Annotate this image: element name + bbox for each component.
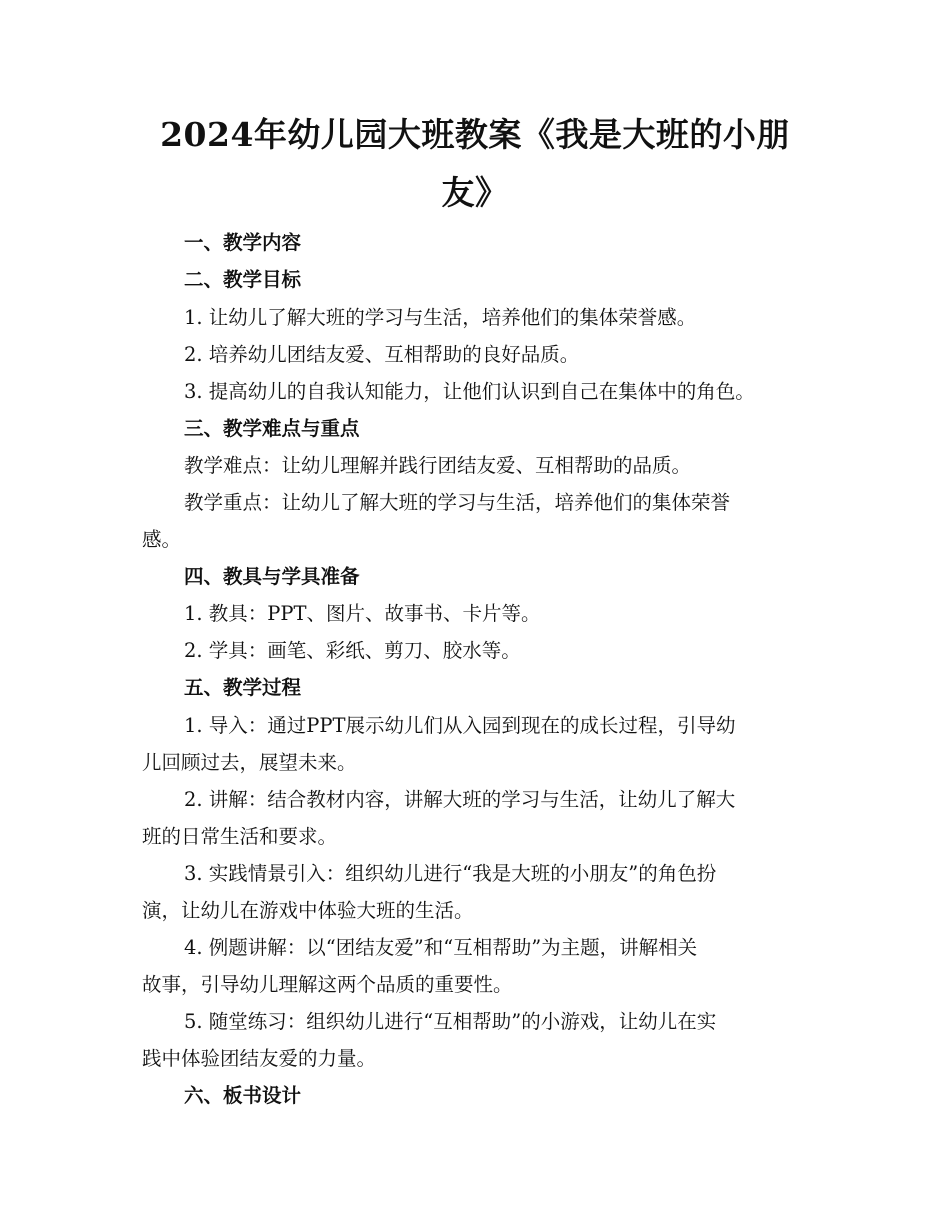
key-point-line-1: 教学重点：让幼儿了解大班的学习与生活，培养他们的集体荣誉 (184, 491, 731, 514)
process-step-5-line-1: 5. 随堂练习：组织幼儿进行“互相帮助”的小游戏，让幼儿在实 (184, 1010, 717, 1033)
title-line-2: 友》 (441, 173, 509, 212)
section-heading-difficulty: 三、教学难点与重点 (184, 417, 360, 440)
process-step-2-line-1: 2. 讲解：结合教材内容，讲解大班的学习与生活，让幼儿了解大 (184, 788, 736, 811)
process-step-4-line-1: 4. 例题讲解：以“团结友爱”和“互相帮助”为主题，讲解相关 (184, 936, 698, 959)
tool-item-2: 2. 学具：画笔、彩纸、剪刀、胶水等。 (184, 639, 521, 662)
key-point-line-2: 感。 (142, 528, 182, 551)
document-title (140, 106, 810, 222)
section-heading-process: 五、教学过程 (184, 676, 302, 699)
process-step-2-line-2: 班的日常生活和要求。 (142, 825, 338, 848)
process-step-1-line-2: 儿回顾过去，展望未来。 (142, 751, 357, 774)
process-step-5-line-2: 践中体验团结友爱的力量。 (142, 1047, 377, 1070)
process-step-3-line-1: 3. 实践情景引入：组织幼儿进行“我是大班的小朋友”的角色扮 (184, 862, 717, 885)
difficulty-text: 教学难点：让幼儿理解并践行团结友爱、互相帮助的品质。 (184, 454, 692, 477)
process-step-3-line-2: 演，让幼儿在游戏中体验大班的生活。 (142, 899, 474, 922)
section-heading-goals: 二、教学目标 (184, 268, 302, 291)
goal-item-1: 1. 让幼儿了解大班的学习与生活，培养他们的集体荣誉感。 (184, 306, 697, 329)
title-line-1: 2024年幼儿园大班教案《我是大班的小朋 (160, 115, 790, 154)
process-step-4-line-2: 故事，引导幼儿理解这两个品质的重要性。 (142, 973, 513, 996)
goal-item-3: 3. 提高幼儿的自我认知能力，让他们认识到自己在集体中的角色。 (184, 380, 755, 403)
goal-item-2: 2. 培养幼儿团结友爱、互相帮助的良好品质。 (184, 343, 580, 366)
section-heading-tools: 四、教具与学具准备 (184, 565, 360, 588)
section-heading-board: 六、板书设计 (184, 1084, 302, 1107)
tool-item-1: 1. 教具：PPT、图片、故事书、卡片等。 (184, 602, 541, 625)
section-heading-content: 一、教学内容 (184, 231, 302, 254)
process-step-1-line-1: 1. 导入：通过PPT展示幼儿们从入园到现在的成长过程，引导幼 (184, 714, 736, 737)
